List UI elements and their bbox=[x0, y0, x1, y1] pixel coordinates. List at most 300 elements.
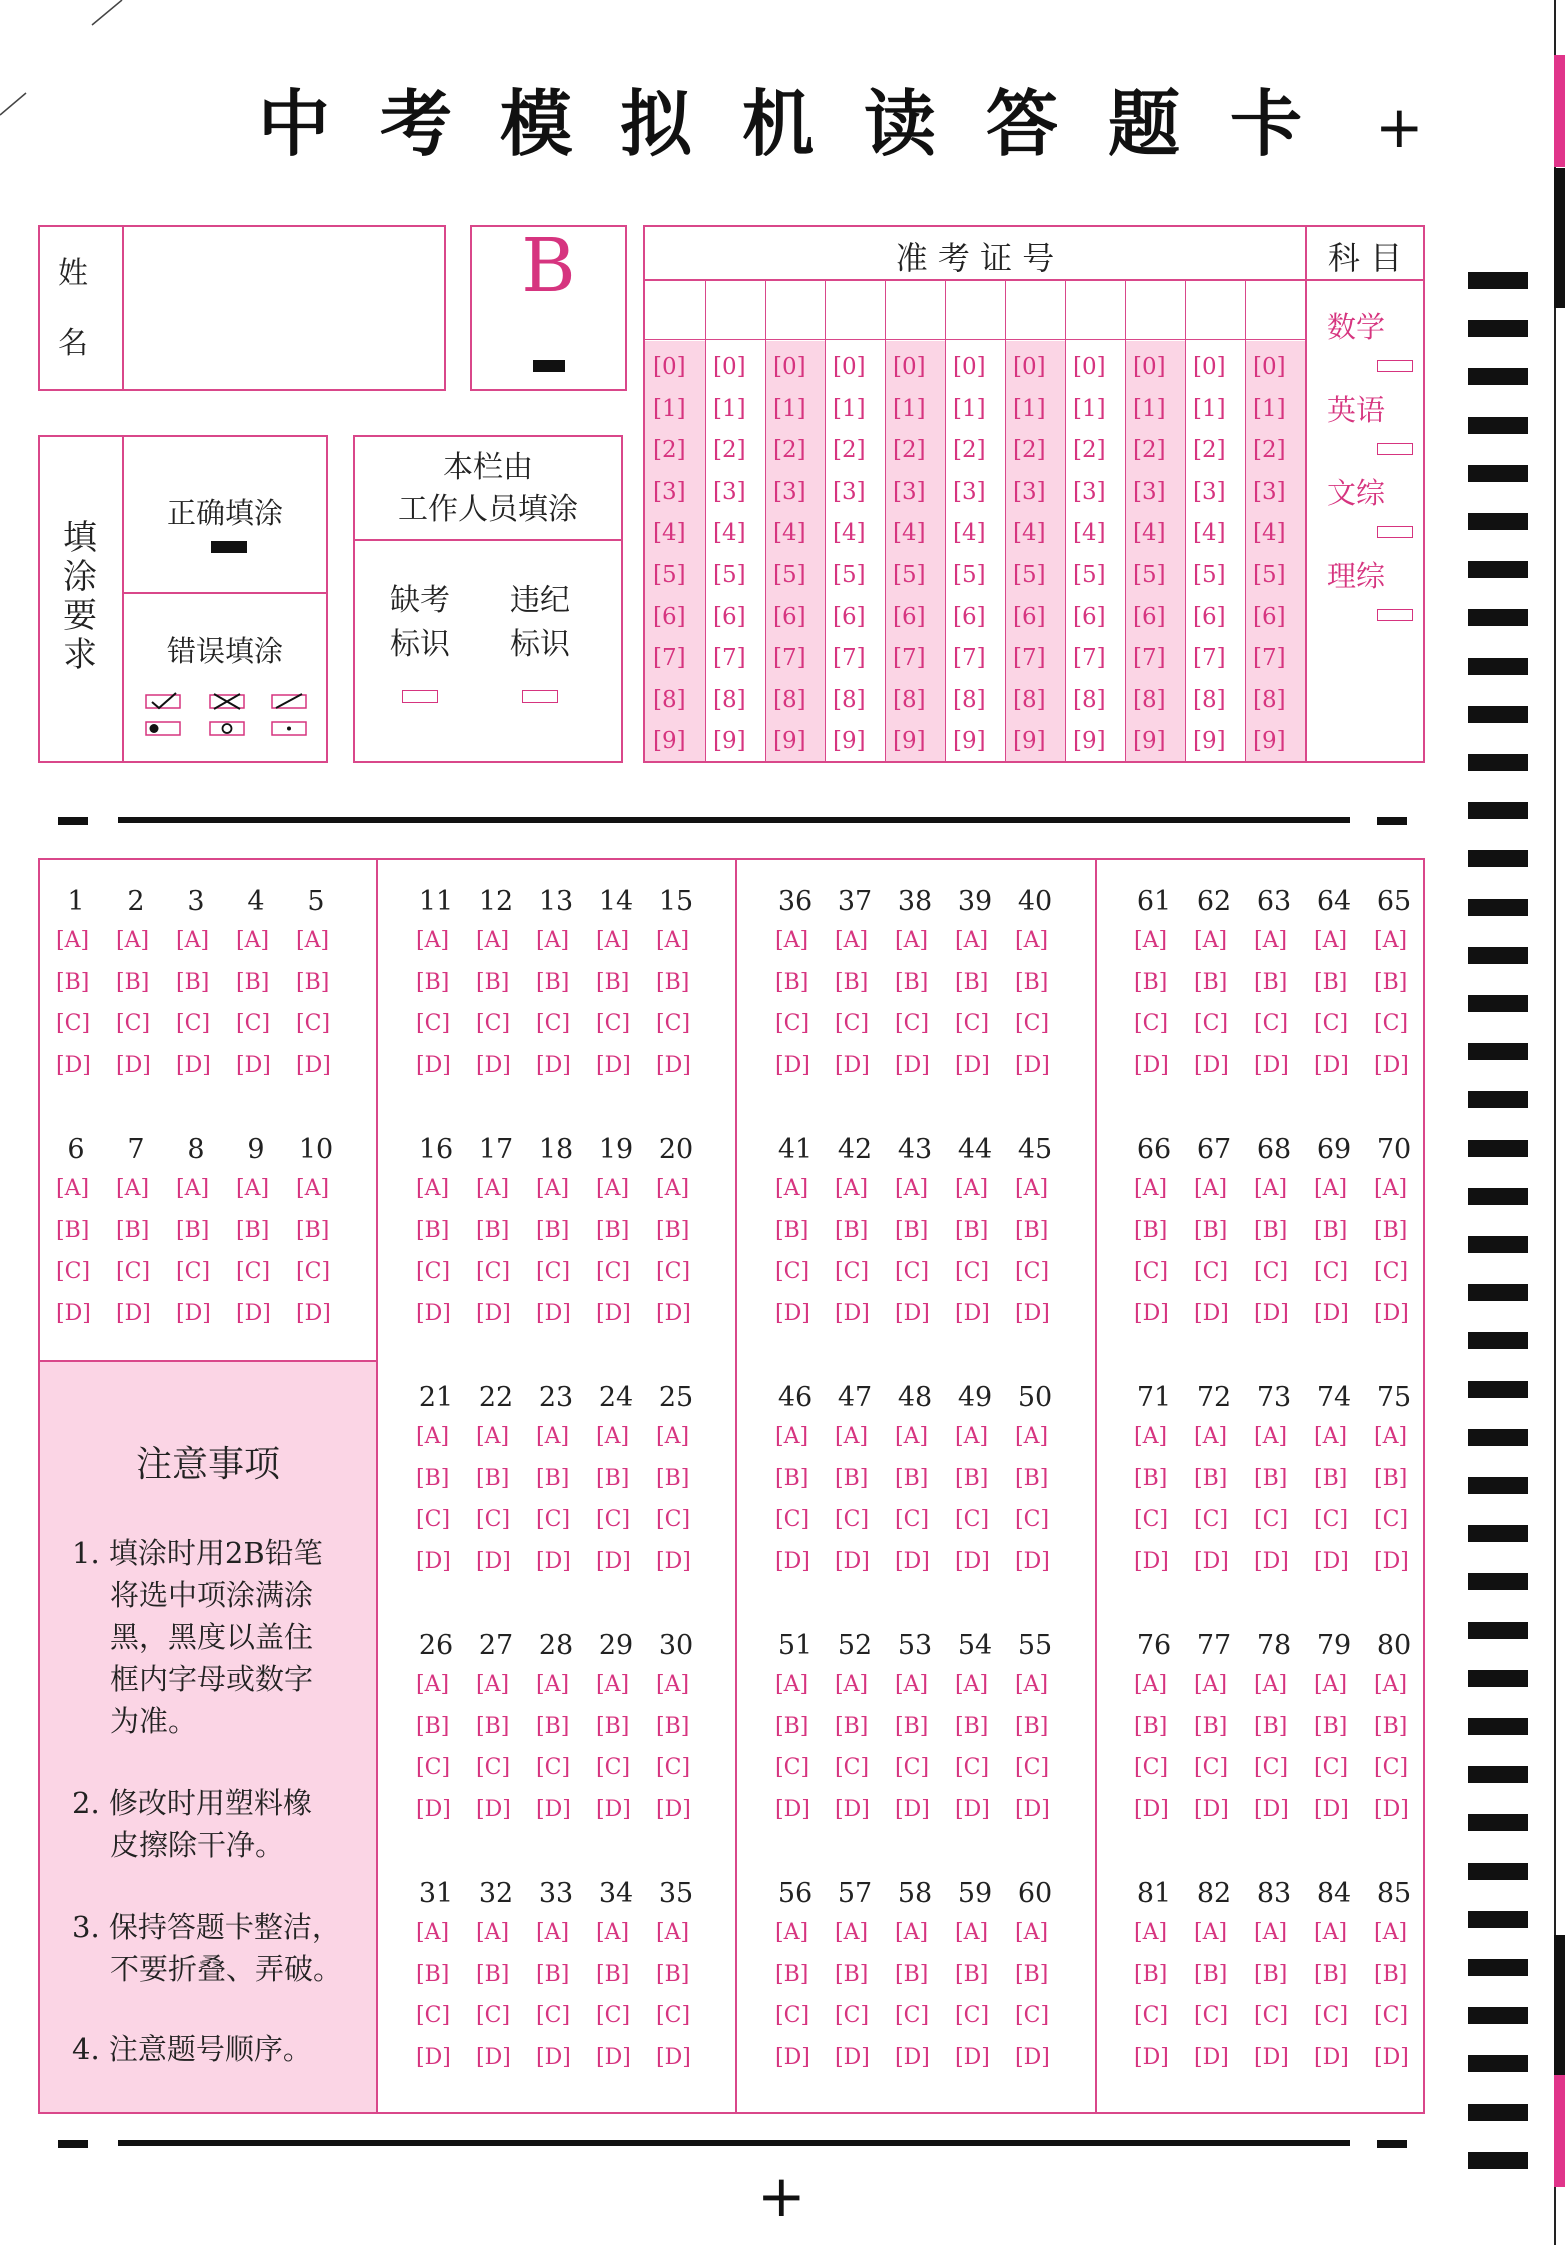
answer-bubble[interactable]: [C] bbox=[1194, 1507, 1229, 1532]
exam-id-bubble[interactable]: [2] bbox=[833, 437, 866, 464]
answer-bubble[interactable]: [C] bbox=[1194, 2003, 1229, 2028]
answer-bubble[interactable]: [A] bbox=[775, 1424, 809, 1449]
exam-id-bubble[interactable]: [6] bbox=[713, 603, 746, 630]
answer-bubble[interactable]: [A] bbox=[536, 1672, 570, 1697]
answer-bubble[interactable]: [B] bbox=[1314, 1961, 1348, 1987]
answer-bubble[interactable]: [C] bbox=[296, 1011, 331, 1036]
exam-id-bubble[interactable]: [1] bbox=[1073, 395, 1106, 422]
answer-bubble[interactable]: [D] bbox=[476, 1548, 511, 1574]
answer-bubble[interactable]: [B] bbox=[835, 1961, 869, 1987]
answer-bubble[interactable]: [A] bbox=[536, 1920, 570, 1945]
answer-bubble[interactable]: [A] bbox=[1374, 1672, 1408, 1697]
answer-bubble[interactable]: [C] bbox=[1314, 1011, 1349, 1036]
answer-bubble[interactable]: [A] bbox=[1134, 1424, 1168, 1449]
exam-id-digit-write-box[interactable] bbox=[1125, 281, 1185, 337]
answer-bubble[interactable]: [D] bbox=[955, 1300, 990, 1326]
answer-bubble[interactable]: [A] bbox=[895, 1920, 929, 1945]
exam-id-bubble[interactable]: [4] bbox=[653, 520, 686, 547]
answer-bubble[interactable]: [A] bbox=[1314, 1920, 1348, 1945]
answer-bubble[interactable]: [D] bbox=[775, 1052, 810, 1078]
answer-bubble[interactable]: [D] bbox=[116, 1052, 151, 1078]
answer-bubble[interactable]: [C] bbox=[895, 1507, 930, 1532]
answer-bubble[interactable]: [A] bbox=[656, 1424, 690, 1449]
exam-id-bubble[interactable]: [9] bbox=[713, 728, 746, 755]
answer-bubble[interactable]: [B] bbox=[416, 1217, 450, 1243]
answer-bubble[interactable]: [B] bbox=[656, 1217, 690, 1243]
answer-bubble[interactable]: [C] bbox=[476, 2003, 511, 2028]
exam-id-bubble[interactable]: [0] bbox=[833, 354, 866, 380]
exam-id-bubble[interactable]: [6] bbox=[1073, 603, 1106, 630]
answer-bubble[interactable]: [B] bbox=[955, 1961, 989, 1987]
answer-bubble[interactable]: [D] bbox=[1015, 1052, 1050, 1078]
answer-bubble[interactable]: [D] bbox=[416, 2044, 451, 2070]
exam-id-bubble[interactable]: [5] bbox=[953, 562, 986, 588]
exam-id-bubble[interactable]: [8] bbox=[1073, 686, 1106, 713]
violation-bubble[interactable] bbox=[522, 690, 558, 703]
answer-bubble[interactable]: [B] bbox=[416, 1961, 450, 1987]
answer-bubble[interactable]: [D] bbox=[476, 1300, 511, 1326]
exam-id-bubble[interactable]: [2] bbox=[953, 437, 986, 464]
answer-bubble[interactable]: [C] bbox=[955, 1507, 990, 1532]
answer-bubble[interactable]: [A] bbox=[955, 1672, 989, 1697]
answer-bubble[interactable]: [C] bbox=[835, 2003, 870, 2028]
answer-bubble[interactable]: [B] bbox=[1194, 1713, 1228, 1739]
exam-id-bubble[interactable]: [7] bbox=[893, 645, 926, 672]
answer-bubble[interactable]: [D] bbox=[955, 1052, 990, 1078]
answer-bubble[interactable]: [D] bbox=[1374, 1052, 1409, 1078]
name-input-area[interactable] bbox=[126, 229, 442, 387]
answer-bubble[interactable]: [C] bbox=[1254, 1259, 1289, 1284]
exam-id-bubble[interactable]: [3] bbox=[713, 478, 746, 505]
answer-bubble[interactable]: [B] bbox=[955, 969, 989, 995]
exam-id-bubble[interactable]: [2] bbox=[1013, 437, 1046, 464]
exam-id-bubble[interactable]: [1] bbox=[1253, 395, 1286, 422]
answer-bubble[interactable]: [C] bbox=[536, 1011, 571, 1036]
exam-id-bubble[interactable]: [0] bbox=[1193, 354, 1226, 380]
exam-id-bubble[interactable]: [1] bbox=[833, 395, 866, 422]
exam-id-digit-write-box[interactable] bbox=[1005, 281, 1065, 337]
exam-id-bubble[interactable]: [9] bbox=[1133, 728, 1166, 755]
answer-bubble[interactable]: [A] bbox=[56, 1176, 90, 1201]
exam-id-bubble[interactable]: [5] bbox=[713, 562, 746, 588]
answer-bubble[interactable]: [C] bbox=[236, 1259, 271, 1284]
answer-bubble[interactable]: [C] bbox=[536, 2003, 571, 2028]
answer-bubble[interactable]: [C] bbox=[116, 1259, 151, 1284]
answer-bubble[interactable]: [B] bbox=[1374, 1465, 1408, 1491]
answer-bubble[interactable]: [A] bbox=[656, 1920, 690, 1945]
exam-id-bubble[interactable]: [7] bbox=[1253, 645, 1286, 672]
answer-bubble[interactable]: [A] bbox=[1254, 928, 1288, 953]
exam-id-bubble[interactable]: [4] bbox=[773, 520, 806, 547]
exam-id-bubble[interactable]: [8] bbox=[893, 686, 926, 713]
subject-bubble[interactable] bbox=[1377, 609, 1413, 621]
exam-id-bubble[interactable]: [4] bbox=[953, 520, 986, 547]
answer-bubble[interactable]: [A] bbox=[416, 1672, 450, 1697]
answer-bubble[interactable]: [C] bbox=[296, 1259, 331, 1284]
answer-bubble[interactable]: [D] bbox=[1314, 1052, 1349, 1078]
exam-id-bubble[interactable]: [9] bbox=[1013, 728, 1046, 755]
answer-bubble[interactable]: [D] bbox=[835, 1796, 870, 1822]
answer-bubble[interactable]: [C] bbox=[1254, 2003, 1289, 2028]
exam-id-bubble[interactable]: [5] bbox=[1073, 562, 1106, 588]
exam-id-bubble[interactable]: [5] bbox=[773, 562, 806, 588]
exam-id-bubble[interactable]: [4] bbox=[713, 520, 746, 547]
answer-bubble[interactable]: [D] bbox=[1194, 1300, 1229, 1326]
answer-bubble[interactable]: [B] bbox=[236, 969, 270, 995]
answer-bubble[interactable]: [C] bbox=[1374, 1259, 1409, 1284]
answer-bubble[interactable]: [B] bbox=[1134, 1713, 1168, 1739]
answer-bubble[interactable]: [C] bbox=[1314, 1507, 1349, 1532]
exam-id-bubble[interactable]: [5] bbox=[1133, 562, 1166, 588]
answer-bubble[interactable]: [B] bbox=[176, 1217, 210, 1243]
answer-bubble[interactable]: [D] bbox=[536, 1548, 571, 1574]
answer-bubble[interactable]: [B] bbox=[1015, 1217, 1049, 1243]
answer-bubble[interactable]: [A] bbox=[1194, 1672, 1228, 1697]
exam-id-digit-write-box[interactable] bbox=[945, 281, 1005, 337]
answer-bubble[interactable]: [A] bbox=[1194, 1920, 1228, 1945]
answer-bubble[interactable]: [C] bbox=[596, 2003, 631, 2028]
answer-bubble[interactable]: [C] bbox=[955, 1259, 990, 1284]
answer-bubble[interactable]: [C] bbox=[656, 1011, 691, 1036]
answer-bubble[interactable]: [A] bbox=[1374, 928, 1408, 953]
answer-bubble[interactable]: [C] bbox=[476, 1011, 511, 1036]
exam-id-bubble[interactable]: [1] bbox=[653, 395, 686, 422]
answer-bubble[interactable]: [B] bbox=[1374, 969, 1408, 995]
answer-bubble[interactable]: [B] bbox=[176, 969, 210, 995]
answer-bubble[interactable]: [B] bbox=[1015, 1465, 1049, 1491]
answer-bubble[interactable]: [A] bbox=[1134, 1920, 1168, 1945]
answer-bubble[interactable]: [C] bbox=[775, 1507, 810, 1532]
answer-bubble[interactable]: [A] bbox=[895, 928, 929, 953]
answer-bubble[interactable]: [B] bbox=[955, 1217, 989, 1243]
answer-bubble[interactable]: [A] bbox=[1015, 1176, 1049, 1201]
answer-bubble[interactable]: [C] bbox=[56, 1259, 91, 1284]
answer-bubble[interactable]: [C] bbox=[536, 1507, 571, 1532]
answer-bubble[interactable]: [C] bbox=[895, 1259, 930, 1284]
answer-bubble[interactable]: [D] bbox=[1194, 1548, 1229, 1574]
answer-bubble[interactable]: [C] bbox=[596, 1011, 631, 1036]
exam-id-bubble[interactable]: [8] bbox=[1193, 686, 1226, 713]
answer-bubble[interactable]: [C] bbox=[56, 1011, 91, 1036]
answer-bubble[interactable]: [A] bbox=[955, 928, 989, 953]
answer-bubble[interactable]: [D] bbox=[236, 1300, 271, 1326]
answer-bubble[interactable]: [D] bbox=[656, 1548, 691, 1574]
answer-bubble[interactable]: [C] bbox=[596, 1507, 631, 1532]
answer-bubble[interactable]: [D] bbox=[1134, 1796, 1169, 1822]
answer-bubble[interactable]: [B] bbox=[1374, 1961, 1408, 1987]
answer-bubble[interactable]: [B] bbox=[596, 1713, 630, 1739]
answer-bubble[interactable]: [C] bbox=[416, 1507, 451, 1532]
answer-bubble[interactable]: [B] bbox=[1374, 1713, 1408, 1739]
subject-bubble[interactable] bbox=[1377, 443, 1413, 455]
exam-id-bubble[interactable]: [0] bbox=[1133, 354, 1166, 380]
answer-bubble[interactable]: [B] bbox=[536, 1217, 570, 1243]
answer-bubble[interactable]: [D] bbox=[1374, 2044, 1409, 2070]
answer-bubble[interactable]: [C] bbox=[895, 2003, 930, 2028]
answer-bubble[interactable]: [D] bbox=[1314, 1796, 1349, 1822]
answer-bubble[interactable]: [B] bbox=[56, 969, 90, 995]
exam-id-bubble[interactable]: [1] bbox=[893, 395, 926, 422]
answer-bubble[interactable]: [B] bbox=[1194, 969, 1228, 995]
exam-id-bubble[interactable]: [1] bbox=[713, 395, 746, 422]
answer-bubble[interactable]: [D] bbox=[775, 1300, 810, 1326]
answer-bubble[interactable]: [D] bbox=[895, 1052, 930, 1078]
answer-bubble[interactable]: [A] bbox=[1314, 1672, 1348, 1697]
exam-id-digit-write-box[interactable] bbox=[885, 281, 945, 337]
answer-bubble[interactable]: [A] bbox=[116, 928, 150, 953]
answer-bubble[interactable]: [C] bbox=[775, 2003, 810, 2028]
answer-bubble[interactable]: [D] bbox=[895, 1796, 930, 1822]
answer-bubble[interactable]: [B] bbox=[1314, 1217, 1348, 1243]
exam-id-bubble[interactable]: [8] bbox=[1133, 686, 1166, 713]
answer-bubble[interactable]: [A] bbox=[296, 1176, 330, 1201]
answer-bubble[interactable]: [C] bbox=[1374, 1755, 1409, 1780]
answer-bubble[interactable]: [D] bbox=[1374, 1548, 1409, 1574]
answer-bubble[interactable]: [D] bbox=[1314, 1300, 1349, 1326]
exam-id-bubble[interactable]: [7] bbox=[953, 645, 986, 672]
answer-bubble[interactable]: [C] bbox=[1314, 2003, 1349, 2028]
answer-bubble[interactable]: [C] bbox=[775, 1259, 810, 1284]
answer-bubble[interactable]: [A] bbox=[56, 928, 90, 953]
answer-bubble[interactable]: [A] bbox=[1374, 1176, 1408, 1201]
answer-bubble[interactable]: [D] bbox=[56, 1300, 91, 1326]
answer-bubble[interactable]: [C] bbox=[895, 1011, 930, 1036]
exam-id-bubble[interactable]: [0] bbox=[893, 354, 926, 380]
answer-bubble[interactable]: [D] bbox=[1314, 1548, 1349, 1574]
answer-bubble[interactable]: [D] bbox=[1134, 2044, 1169, 2070]
answer-bubble[interactable]: [A] bbox=[596, 1424, 630, 1449]
answer-bubble[interactable]: [A] bbox=[296, 928, 330, 953]
answer-bubble[interactable]: [B] bbox=[1015, 1961, 1049, 1987]
answer-bubble[interactable]: [D] bbox=[536, 1796, 571, 1822]
answer-bubble[interactable]: [A] bbox=[775, 1920, 809, 1945]
answer-bubble[interactable]: [B] bbox=[296, 1217, 330, 1243]
answer-bubble[interactable]: [A] bbox=[476, 928, 510, 953]
answer-bubble[interactable]: [C] bbox=[835, 1259, 870, 1284]
answer-bubble[interactable]: [C] bbox=[1194, 1011, 1229, 1036]
exam-id-bubble[interactable]: [6] bbox=[1253, 603, 1286, 630]
answer-bubble[interactable]: [D] bbox=[775, 2044, 810, 2070]
answer-bubble[interactable]: [B] bbox=[835, 1217, 869, 1243]
answer-bubble[interactable]: [A] bbox=[1314, 1176, 1348, 1201]
answer-bubble[interactable]: [B] bbox=[1254, 1713, 1288, 1739]
exam-id-bubble[interactable]: [1] bbox=[953, 395, 986, 422]
answer-bubble[interactable]: [A] bbox=[476, 1672, 510, 1697]
answer-bubble[interactable]: [A] bbox=[895, 1672, 929, 1697]
answer-bubble[interactable]: [C] bbox=[1015, 1011, 1050, 1036]
answer-bubble[interactable]: [D] bbox=[656, 1300, 691, 1326]
answer-bubble[interactable]: [A] bbox=[835, 1424, 869, 1449]
answer-bubble[interactable]: [B] bbox=[775, 969, 809, 995]
subject-bubble[interactable] bbox=[1377, 526, 1413, 538]
answer-bubble[interactable]: [A] bbox=[476, 1176, 510, 1201]
answer-bubble[interactable]: [C] bbox=[1194, 1259, 1229, 1284]
answer-bubble[interactable]: [C] bbox=[775, 1011, 810, 1036]
answer-bubble[interactable]: [A] bbox=[835, 1176, 869, 1201]
exam-id-bubble[interactable]: [2] bbox=[713, 437, 746, 464]
answer-bubble[interactable]: [C] bbox=[176, 1259, 211, 1284]
answer-bubble[interactable]: [B] bbox=[596, 969, 630, 995]
answer-bubble[interactable]: [C] bbox=[1015, 1259, 1050, 1284]
answer-bubble[interactable]: [B] bbox=[1254, 969, 1288, 995]
exam-id-digit-write-box[interactable] bbox=[765, 281, 825, 337]
exam-id-bubble[interactable]: [3] bbox=[833, 478, 866, 505]
answer-bubble[interactable]: [C] bbox=[1194, 1755, 1229, 1780]
exam-id-bubble[interactable]: [4] bbox=[833, 520, 866, 547]
answer-bubble[interactable]: [C] bbox=[1015, 1755, 1050, 1780]
answer-bubble[interactable]: [A] bbox=[955, 1176, 989, 1201]
answer-bubble[interactable]: [B] bbox=[1314, 1713, 1348, 1739]
answer-bubble[interactable]: [C] bbox=[1374, 1011, 1409, 1036]
answer-bubble[interactable]: [B] bbox=[1015, 969, 1049, 995]
answer-bubble[interactable]: [B] bbox=[116, 969, 150, 995]
answer-bubble[interactable]: [C] bbox=[1254, 1011, 1289, 1036]
answer-bubble[interactable]: [D] bbox=[1015, 1548, 1050, 1574]
answer-bubble[interactable]: [B] bbox=[775, 1465, 809, 1491]
answer-bubble[interactable]: [B] bbox=[236, 1217, 270, 1243]
answer-bubble[interactable]: [A] bbox=[176, 1176, 210, 1201]
exam-id-bubble[interactable]: [6] bbox=[1193, 603, 1226, 630]
answer-bubble[interactable]: [C] bbox=[1254, 1507, 1289, 1532]
exam-id-bubble[interactable]: [5] bbox=[653, 562, 686, 588]
answer-bubble[interactable]: [D] bbox=[116, 1300, 151, 1326]
answer-bubble[interactable]: [A] bbox=[416, 1176, 450, 1201]
answer-bubble[interactable]: [B] bbox=[596, 1217, 630, 1243]
answer-bubble[interactable]: [D] bbox=[1254, 1548, 1289, 1574]
answer-bubble[interactable]: [D] bbox=[476, 1796, 511, 1822]
answer-bubble[interactable]: [D] bbox=[476, 2044, 511, 2070]
answer-bubble[interactable]: [D] bbox=[416, 1300, 451, 1326]
exam-id-bubble[interactable]: [7] bbox=[1133, 645, 1166, 672]
answer-bubble[interactable]: [B] bbox=[416, 1465, 450, 1491]
exam-id-bubble[interactable]: [3] bbox=[1193, 478, 1226, 505]
answer-bubble[interactable]: [B] bbox=[1314, 969, 1348, 995]
answer-bubble[interactable]: [C] bbox=[955, 1755, 990, 1780]
answer-bubble[interactable]: [A] bbox=[116, 1176, 150, 1201]
answer-bubble[interactable]: [A] bbox=[835, 1672, 869, 1697]
answer-bubble[interactable]: [C] bbox=[1134, 2003, 1169, 2028]
answer-bubble[interactable]: [B] bbox=[835, 969, 869, 995]
answer-bubble[interactable]: [D] bbox=[775, 1548, 810, 1574]
answer-bubble[interactable]: [D] bbox=[296, 1052, 331, 1078]
answer-bubble[interactable]: [A] bbox=[476, 1920, 510, 1945]
answer-bubble[interactable]: [A] bbox=[835, 1920, 869, 1945]
exam-id-bubble[interactable]: [7] bbox=[1193, 645, 1226, 672]
answer-bubble[interactable]: [A] bbox=[1254, 1424, 1288, 1449]
exam-id-bubble[interactable]: [3] bbox=[653, 478, 686, 505]
answer-bubble[interactable]: [C] bbox=[236, 1011, 271, 1036]
exam-id-digit-write-box[interactable] bbox=[1245, 281, 1305, 337]
answer-bubble[interactable]: [D] bbox=[1015, 1796, 1050, 1822]
exam-id-bubble[interactable]: [8] bbox=[1013, 686, 1046, 713]
answer-bubble[interactable]: [A] bbox=[656, 1176, 690, 1201]
exam-id-bubble[interactable]: [5] bbox=[1253, 562, 1286, 588]
answer-bubble[interactable]: [D] bbox=[176, 1300, 211, 1326]
answer-bubble[interactable]: [D] bbox=[416, 1548, 451, 1574]
answer-bubble[interactable]: [A] bbox=[1015, 1920, 1049, 1945]
answer-bubble[interactable]: [A] bbox=[775, 1672, 809, 1697]
answer-bubble[interactable]: [C] bbox=[1134, 1755, 1169, 1780]
answer-bubble[interactable]: [B] bbox=[536, 1961, 570, 1987]
exam-id-bubble[interactable]: [7] bbox=[833, 645, 866, 672]
answer-bubble[interactable]: [C] bbox=[1134, 1011, 1169, 1036]
answer-bubble[interactable]: [B] bbox=[1015, 1713, 1049, 1739]
answer-bubble[interactable]: [B] bbox=[1194, 1961, 1228, 1987]
answer-bubble[interactable]: [D] bbox=[1194, 1052, 1229, 1078]
answer-bubble[interactable]: [C] bbox=[596, 1755, 631, 1780]
exam-id-bubble[interactable]: [7] bbox=[1073, 645, 1106, 672]
exam-id-bubble[interactable]: [6] bbox=[653, 603, 686, 630]
exam-id-bubble[interactable]: [4] bbox=[1073, 520, 1106, 547]
answer-bubble[interactable]: [D] bbox=[536, 1300, 571, 1326]
answer-bubble[interactable]: [A] bbox=[775, 928, 809, 953]
answer-bubble[interactable]: [B] bbox=[1134, 969, 1168, 995]
exam-id-bubble[interactable]: [6] bbox=[833, 603, 866, 630]
answer-bubble[interactable]: [C] bbox=[1254, 1755, 1289, 1780]
answer-bubble[interactable]: [D] bbox=[835, 1052, 870, 1078]
answer-bubble[interactable]: [B] bbox=[1254, 1465, 1288, 1491]
answer-bubble[interactable]: [C] bbox=[476, 1755, 511, 1780]
exam-id-bubble[interactable]: [7] bbox=[1013, 645, 1046, 672]
answer-bubble[interactable]: [C] bbox=[656, 2003, 691, 2028]
exam-id-bubble[interactable]: [6] bbox=[1133, 603, 1166, 630]
exam-id-bubble[interactable]: [0] bbox=[1073, 354, 1106, 380]
exam-id-bubble[interactable]: [9] bbox=[773, 728, 806, 755]
answer-bubble[interactable]: [A] bbox=[416, 928, 450, 953]
answer-bubble[interactable]: [B] bbox=[1254, 1217, 1288, 1243]
answer-bubble[interactable]: [C] bbox=[656, 1259, 691, 1284]
answer-bubble[interactable]: [D] bbox=[895, 1300, 930, 1326]
answer-bubble[interactable]: [A] bbox=[416, 1424, 450, 1449]
answer-bubble[interactable]: [C] bbox=[895, 1755, 930, 1780]
answer-bubble[interactable]: [D] bbox=[1194, 2044, 1229, 2070]
answer-bubble[interactable]: [D] bbox=[835, 1548, 870, 1574]
answer-bubble[interactable]: [C] bbox=[1374, 1507, 1409, 1532]
answer-bubble[interactable]: [C] bbox=[416, 2003, 451, 2028]
exam-id-bubble[interactable]: [1] bbox=[1193, 395, 1226, 422]
answer-bubble[interactable]: [B] bbox=[656, 1713, 690, 1739]
answer-bubble[interactable]: [C] bbox=[955, 2003, 990, 2028]
answer-bubble[interactable]: [B] bbox=[955, 1713, 989, 1739]
subject-bubble[interactable] bbox=[1377, 360, 1413, 372]
exam-id-bubble[interactable]: [5] bbox=[833, 562, 866, 588]
exam-id-bubble[interactable]: [8] bbox=[833, 686, 866, 713]
answer-bubble[interactable]: [A] bbox=[536, 1424, 570, 1449]
exam-id-bubble[interactable]: [9] bbox=[953, 728, 986, 755]
answer-bubble[interactable]: [C] bbox=[1015, 1507, 1050, 1532]
answer-bubble[interactable]: [C] bbox=[416, 1011, 451, 1036]
answer-bubble[interactable]: [C] bbox=[116, 1011, 151, 1036]
answer-bubble[interactable]: [D] bbox=[895, 2044, 930, 2070]
answer-bubble[interactable]: [D] bbox=[1015, 2044, 1050, 2070]
answer-bubble[interactable]: [B] bbox=[416, 969, 450, 995]
answer-bubble[interactable]: [C] bbox=[835, 1755, 870, 1780]
answer-bubble[interactable]: [D] bbox=[955, 2044, 990, 2070]
answer-bubble[interactable]: [B] bbox=[476, 1713, 510, 1739]
answer-bubble[interactable]: [D] bbox=[596, 1300, 631, 1326]
exam-id-bubble[interactable]: [0] bbox=[953, 354, 986, 380]
exam-id-bubble[interactable]: [2] bbox=[773, 437, 806, 464]
answer-bubble[interactable]: [D] bbox=[536, 2044, 571, 2070]
exam-id-bubble[interactable]: [2] bbox=[1073, 437, 1106, 464]
exam-id-bubble[interactable]: [0] bbox=[713, 354, 746, 380]
answer-bubble[interactable]: [C] bbox=[476, 1259, 511, 1284]
answer-bubble[interactable]: [D] bbox=[1254, 2044, 1289, 2070]
exam-id-bubble[interactable]: [4] bbox=[1193, 520, 1226, 547]
exam-id-bubble[interactable]: [6] bbox=[773, 603, 806, 630]
answer-bubble[interactable]: [A] bbox=[1015, 1424, 1049, 1449]
exam-id-bubble[interactable]: [5] bbox=[893, 562, 926, 588]
